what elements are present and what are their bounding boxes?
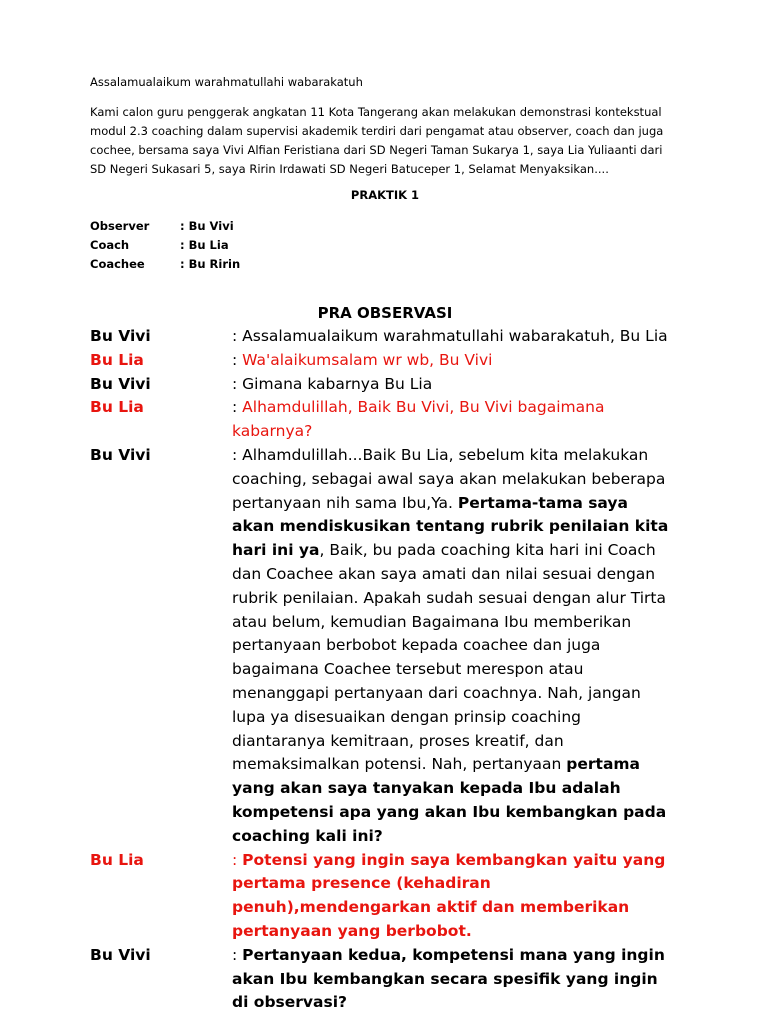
role-label: Coachee: [90, 257, 145, 271]
speaker-name: Bu Vivi: [90, 327, 151, 345]
roles-list: [90, 217, 240, 274]
intro-paragraph: Kami calon guru penggerak angkatan 11 Kota Tangerang akan melakukan demonstrasi kontekstual modul 2.3 coaching dalam supervisi akademik terdiri dari pengamat atau observer, coach dan juga cochee, bersama saya Vivi Alfian Feristiana dari SD Negeri Taman Sukarya 1, saya Lia Yuliaanti dari SD Negeri Sukasari 5, saya Ririn Irdawati SD Negeri Batuceper 1, Selamat Menyaksikan....: [90, 105, 664, 176]
dialog-turn: [90, 444, 690, 849]
speech-content: Wa'alaikumsalam wr wb, Bu Vivi: [242, 350, 493, 369]
speech-content: Gimana kabarnya Bu Lia: [242, 374, 433, 393]
colon: :: [232, 945, 243, 964]
role-row-coachee: [90, 255, 240, 274]
speech-content-bold: Pertama-tama saya akan mendiskusikan tentang rubrik penilaian kita hari ini ya: [232, 493, 669, 560]
colon: :: [232, 398, 243, 417]
speech-content: , Baik, bu pada coaching kita hari ini Coach dan Coachee akan saya amati dan nilai sesuai dengan rubrik penilaian. Apakah sudah sesuai dengan alur Tirta atau belum, kemudian Bagaimana Ibu memberikan pertanyaan berbobot kepada coachee dan juga bagaimana Coachee tersebut merespon atau menanggapi pertanyaan dari coachnya. Nah, jangan lupa ya disesuaikan dengan prinsip coaching diantaranya kemitraan, proses kreatif, dan memaksimalkan potensi. Nah, pertanyaan: [232, 541, 666, 774]
dialog-turn: [90, 373, 690, 397]
speech-content: Alhamdulillah...Baik Bu Lia, sebelum kita melakukan coaching, sebagai awal saya akan melakukan beberapa pertanyaan nih sama Ibu,Ya.: [232, 445, 666, 512]
role-row-coach: [90, 236, 240, 255]
speaker-name: Bu Lia: [90, 350, 144, 369]
dialog-transcript: [90, 325, 690, 1015]
subsection-title: PRA OBSERVASI: [317, 304, 453, 322]
dialog-turn: [90, 349, 690, 373]
speech-content-bold: Pertanyaan kedua, kompetensi mana yang ingin akan Ibu kembangkan secara spesifik yang ingin di observasi?: [232, 945, 665, 1012]
greeting-line: Assalamualaikum warahmatullahi wabarakatuh: [90, 75, 363, 89]
speaker-name: Bu Vivi: [90, 445, 151, 464]
role-value: : Bu Ririn: [180, 257, 241, 271]
dialog-turn: [90, 396, 690, 444]
role-row-observer: [90, 217, 240, 236]
speech-content: Assalamualaikum warahmatullahi wabarakatuh, Bu Lia: [242, 327, 668, 345]
colon: :: [232, 850, 243, 869]
colon: :: [232, 327, 243, 345]
speech-text: [232, 944, 672, 1015]
speech-text: [232, 444, 672, 849]
speaker-name: Bu Vivi: [90, 374, 151, 393]
dialog-turn: [90, 325, 690, 349]
speaker-name: Bu Lia: [90, 398, 144, 417]
speech-text: [232, 373, 672, 397]
speech-content: Alhamdulillah, Baik Bu Vivi, Bu Vivi bagaimana kabarnya?: [232, 398, 605, 441]
colon: :: [232, 445, 243, 464]
role-label: Observer: [90, 219, 150, 233]
speech-content-bold: Potensi yang ingin saya kembangkan yaitu yang pertama presence (kehadiran penuh),mendengarkan aktif dan memberikan pertanyaan yang berbobot.: [232, 850, 666, 940]
section-title: PRAKTIK 1: [350, 188, 420, 202]
speech-content-bold: pertama yang akan saya tanyakan kepada Ibu adalah kompetensi apa yang akan Ibu kembangkan pada coaching kali ini?: [232, 755, 667, 845]
role-label: Coach: [90, 238, 130, 252]
speech-text: [232, 349, 672, 373]
role-value: : Bu Lia: [180, 238, 229, 252]
dialog-turn: [90, 944, 690, 1015]
speaker-name: Bu Vivi: [90, 945, 151, 964]
role-value: : Bu Vivi: [180, 219, 234, 233]
speech-text: [232, 849, 672, 944]
dialog-turn: [90, 849, 690, 944]
speaker-name: Bu Lia: [90, 850, 144, 869]
speech-text: [232, 325, 672, 349]
colon: :: [232, 374, 243, 393]
speech-text: [232, 396, 672, 444]
colon: :: [232, 350, 243, 369]
